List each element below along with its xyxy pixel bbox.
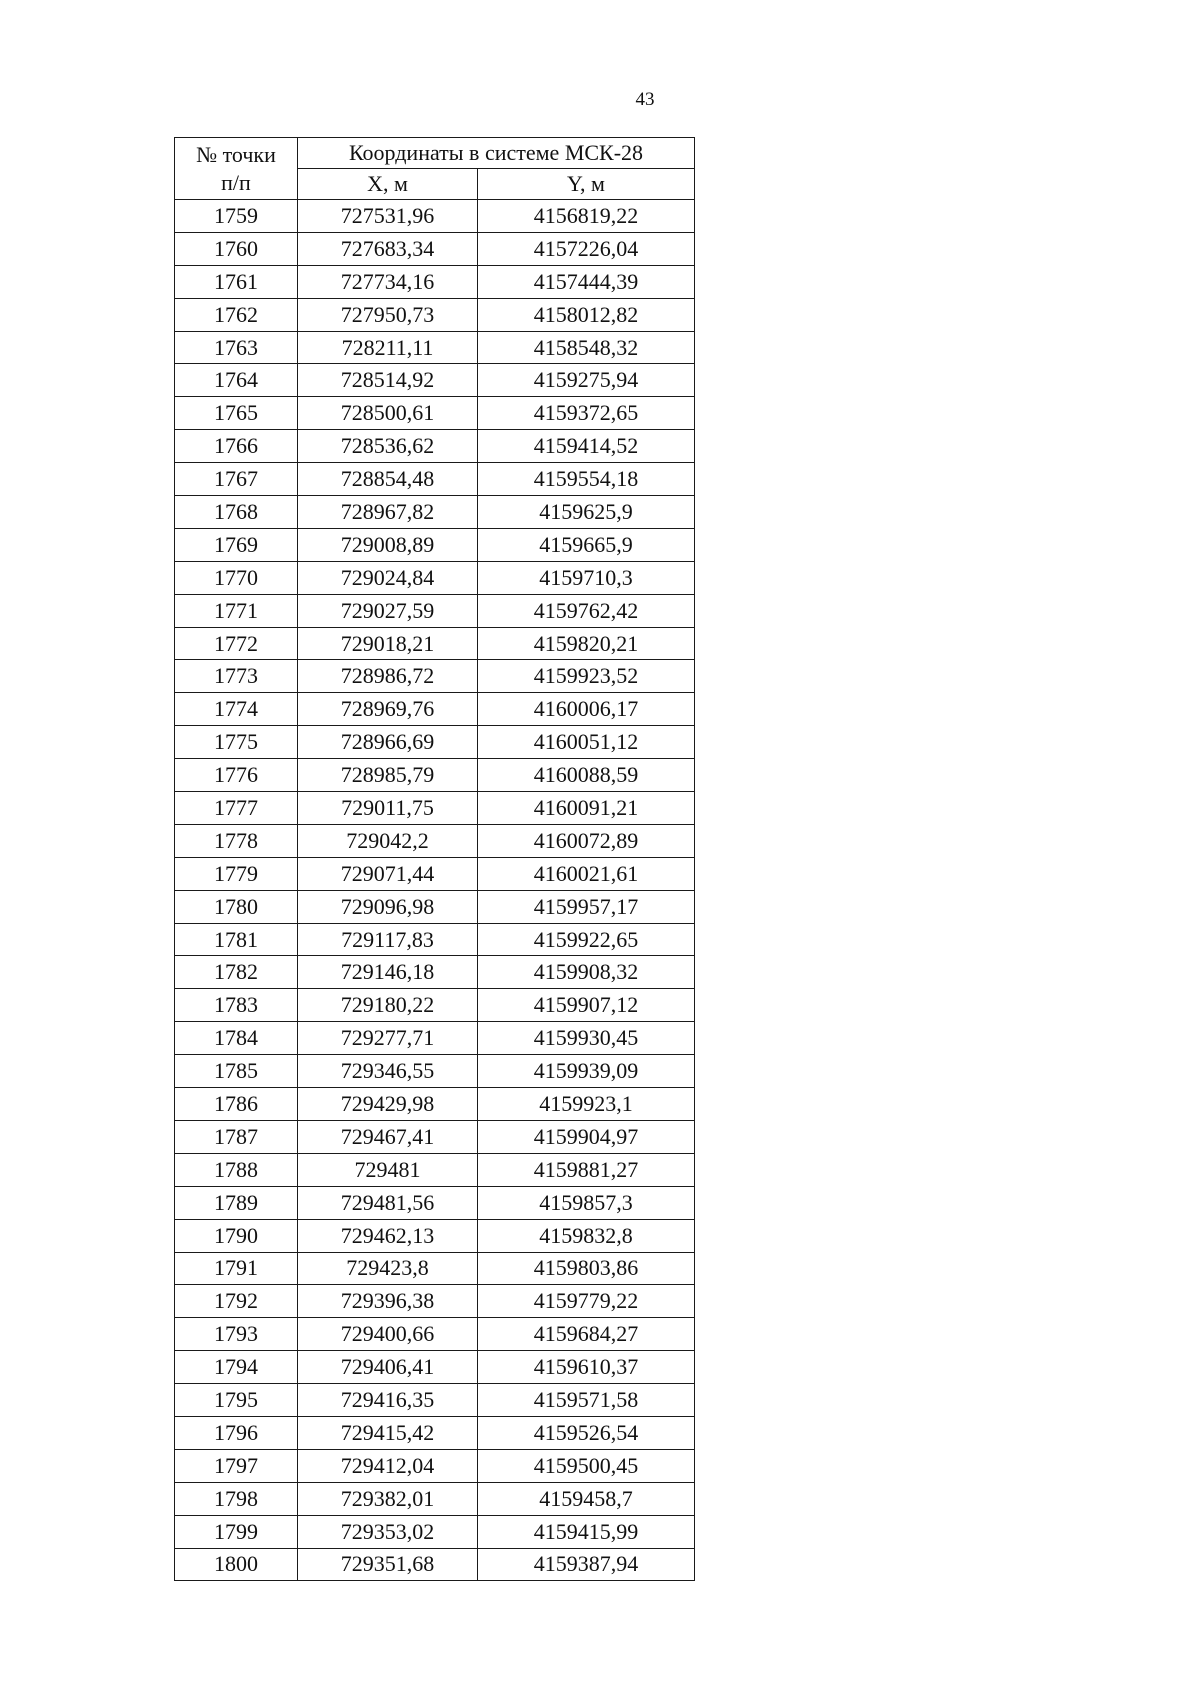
x-coordinate-cell: 729396,38 [298,1285,478,1318]
x-coordinate-cell: 728500,61 [298,397,478,430]
point-number-cell: 1770 [175,561,298,594]
table-header [175,138,695,200]
y-coordinate-cell: 4159907,12 [478,989,695,1022]
y-coordinate-cell: 4160021,61 [478,857,695,890]
table-body [175,200,695,1581]
y-coordinate-cell: 4159458,7 [478,1482,695,1515]
point-number-cell: 1765 [175,397,298,430]
table-row [175,265,695,298]
y-coordinate-cell: 4159372,65 [478,397,695,430]
point-number-cell: 1775 [175,726,298,759]
y-coordinate-cell: 4159665,9 [478,528,695,561]
point-number-cell: 1769 [175,528,298,561]
point-number-header-line1: № точки [196,141,276,167]
y-coordinate-cell: 4159625,9 [478,496,695,529]
table-row [175,726,695,759]
point-number-cell: 1764 [175,364,298,397]
point-number-cell: 1792 [175,1285,298,1318]
x-coordinate-cell: 729096,98 [298,890,478,923]
table-row [175,397,695,430]
table-row [175,331,695,364]
y-coordinate-cell: 4159710,3 [478,561,695,594]
y-coordinate-cell: 4159881,27 [478,1153,695,1186]
x-coordinate-cell: 729415,42 [298,1416,478,1449]
table-row [175,463,695,496]
x-coordinate-cell: 729024,84 [298,561,478,594]
y-coordinate-cell: 4159857,3 [478,1186,695,1219]
x-coordinate-cell: 729481,56 [298,1186,478,1219]
point-number-cell: 1766 [175,430,298,463]
point-number-cell: 1793 [175,1318,298,1351]
x-coordinate-cell: 729416,35 [298,1384,478,1417]
y-column-header: Y, м [478,169,695,200]
y-coordinate-cell: 4159908,32 [478,956,695,989]
table-row [175,1219,695,1252]
table-row [175,1482,695,1515]
y-coordinate-cell: 4159930,45 [478,1022,695,1055]
x-coordinate-cell: 729382,01 [298,1482,478,1515]
point-number-cell: 1776 [175,759,298,792]
table-row [175,1318,695,1351]
x-column-header: X, м [298,169,478,200]
x-coordinate-cell: 729180,22 [298,989,478,1022]
point-number-cell: 1783 [175,989,298,1022]
x-coordinate-cell: 729071,44 [298,857,478,890]
x-coordinate-cell: 729423,8 [298,1252,478,1285]
point-number-cell: 1786 [175,1088,298,1121]
table-row [175,627,695,660]
point-number-cell: 1779 [175,857,298,890]
point-number-cell: 1760 [175,232,298,265]
point-number-cell: 1789 [175,1186,298,1219]
y-coordinate-cell: 4159610,37 [478,1351,695,1384]
y-coordinate-cell: 4159922,65 [478,923,695,956]
table-row [175,1120,695,1153]
x-coordinate-cell: 729351,68 [298,1548,478,1581]
y-coordinate-cell: 4157444,39 [478,265,695,298]
table-row [175,759,695,792]
header-row [175,138,695,169]
y-coordinate-cell: 4160006,17 [478,693,695,726]
table-row [175,1515,695,1548]
point-number-cell: 1759 [175,200,298,233]
point-number-cell: 1796 [175,1416,298,1449]
y-coordinate-cell: 4160051,12 [478,726,695,759]
point-number-cell: 1788 [175,1153,298,1186]
x-coordinate-cell: 729146,18 [298,956,478,989]
x-coordinate-cell: 728969,76 [298,693,478,726]
y-coordinate-cell: 4157226,04 [478,232,695,265]
y-coordinate-cell: 4159904,97 [478,1120,695,1153]
x-coordinate-cell: 729042,2 [298,824,478,857]
y-coordinate-cell: 4158548,32 [478,331,695,364]
y-coordinate-cell: 4159803,86 [478,1252,695,1285]
x-coordinate-cell: 728985,79 [298,759,478,792]
point-number-cell: 1767 [175,463,298,496]
y-coordinate-cell: 4159820,21 [478,627,695,660]
table-row [175,660,695,693]
table-row [175,1055,695,1088]
table-row [175,1548,695,1581]
table-row [175,1285,695,1318]
point-number-cell: 1768 [175,496,298,529]
x-coordinate-cell: 729467,41 [298,1120,478,1153]
y-coordinate-cell: 4159275,94 [478,364,695,397]
table-row [175,1022,695,1055]
x-coordinate-cell: 727950,73 [298,298,478,331]
x-coordinate-cell: 728854,48 [298,463,478,496]
table-row [175,1351,695,1384]
table-row [175,890,695,923]
point-number-header-line2: п/п [221,169,251,195]
point-number-cell: 1771 [175,594,298,627]
y-coordinate-cell: 4159415,99 [478,1515,695,1548]
y-coordinate-cell: 4159923,52 [478,660,695,693]
table-row [175,298,695,331]
point-number-cell: 1777 [175,792,298,825]
point-number-cell: 1795 [175,1384,298,1417]
point-number-cell: 1799 [175,1515,298,1548]
x-coordinate-cell: 729406,41 [298,1351,478,1384]
y-coordinate-cell: 4159387,94 [478,1548,695,1581]
y-coordinate-cell: 4159957,17 [478,890,695,923]
point-number-cell: 1781 [175,923,298,956]
point-number-cell: 1763 [175,331,298,364]
x-coordinate-cell: 728514,92 [298,364,478,397]
table-row [175,594,695,627]
table-row [175,792,695,825]
point-number-cell: 1782 [175,956,298,989]
y-coordinate-cell: 4159500,45 [478,1449,695,1482]
x-coordinate-cell: 729353,02 [298,1515,478,1548]
x-coordinate-cell: 729117,83 [298,923,478,956]
y-coordinate-cell: 4159571,58 [478,1384,695,1417]
table-row [175,1186,695,1219]
table-row [175,1252,695,1285]
y-coordinate-cell: 4159414,52 [478,430,695,463]
y-coordinate-cell: 4160072,89 [478,824,695,857]
point-number-header [175,138,298,200]
y-coordinate-cell: 4159526,54 [478,1416,695,1449]
table-row [175,956,695,989]
x-coordinate-cell: 729008,89 [298,528,478,561]
table-row [175,430,695,463]
table-row [175,1088,695,1121]
x-coordinate-cell: 728966,69 [298,726,478,759]
table-row [175,824,695,857]
table-row [175,561,695,594]
y-coordinate-cell: 4160088,59 [478,759,695,792]
point-number-cell: 1787 [175,1120,298,1153]
x-coordinate-cell: 728536,62 [298,430,478,463]
x-coordinate-cell: 729018,21 [298,627,478,660]
point-number-cell: 1774 [175,693,298,726]
point-number-cell: 1800 [175,1548,298,1581]
x-coordinate-cell: 729429,98 [298,1088,478,1121]
x-coordinate-cell: 729027,59 [298,594,478,627]
x-coordinate-cell: 728211,11 [298,331,478,364]
y-coordinate-cell: 4158012,82 [478,298,695,331]
table-row [175,1153,695,1186]
point-number-cell: 1798 [175,1482,298,1515]
point-number-cell: 1773 [175,660,298,693]
table-row [175,496,695,529]
table-row [175,857,695,890]
y-coordinate-cell: 4159832,8 [478,1219,695,1252]
y-coordinate-cell: 4156819,22 [478,200,695,233]
point-number-cell: 1772 [175,627,298,660]
y-coordinate-cell: 4159779,22 [478,1285,695,1318]
y-coordinate-cell: 4159554,18 [478,463,695,496]
y-coordinate-cell: 4159923,1 [478,1088,695,1121]
point-number-cell: 1790 [175,1219,298,1252]
coordinates-table [174,137,695,1581]
table-row [175,989,695,1022]
table-row [175,923,695,956]
point-number-cell: 1761 [175,265,298,298]
table-row [175,1416,695,1449]
y-coordinate-cell: 4159684,27 [478,1318,695,1351]
point-number-cell: 1762 [175,298,298,331]
x-coordinate-cell: 728986,72 [298,660,478,693]
point-number-cell: 1791 [175,1252,298,1285]
table-row [175,1384,695,1417]
x-coordinate-cell: 729277,71 [298,1022,478,1055]
point-number-cell: 1778 [175,824,298,857]
x-coordinate-cell: 727734,16 [298,265,478,298]
point-number-cell: 1784 [175,1022,298,1055]
point-number-cell: 1794 [175,1351,298,1384]
x-coordinate-cell: 729011,75 [298,792,478,825]
x-coordinate-cell: 727531,96 [298,200,478,233]
table-row [175,232,695,265]
point-number-cell: 1785 [175,1055,298,1088]
table-row [175,528,695,561]
page-number: 43 [635,89,655,110]
table-row [175,364,695,397]
y-coordinate-cell: 4159762,42 [478,594,695,627]
x-coordinate-cell: 729400,66 [298,1318,478,1351]
x-coordinate-cell: 729412,04 [298,1449,478,1482]
x-coordinate-cell: 729481 [298,1153,478,1186]
y-coordinate-cell: 4160091,21 [478,792,695,825]
table-row [175,693,695,726]
x-coordinate-cell: 727683,34 [298,232,478,265]
y-coordinate-cell: 4159939,09 [478,1055,695,1088]
x-coordinate-cell: 728967,82 [298,496,478,529]
point-number-cell: 1780 [175,890,298,923]
coordinates-system-header: Координаты в системе МСК-28 [298,138,695,169]
x-coordinate-cell: 729462,13 [298,1219,478,1252]
point-number-cell: 1797 [175,1449,298,1482]
x-coordinate-cell: 729346,55 [298,1055,478,1088]
table-row [175,200,695,233]
table-row [175,1449,695,1482]
